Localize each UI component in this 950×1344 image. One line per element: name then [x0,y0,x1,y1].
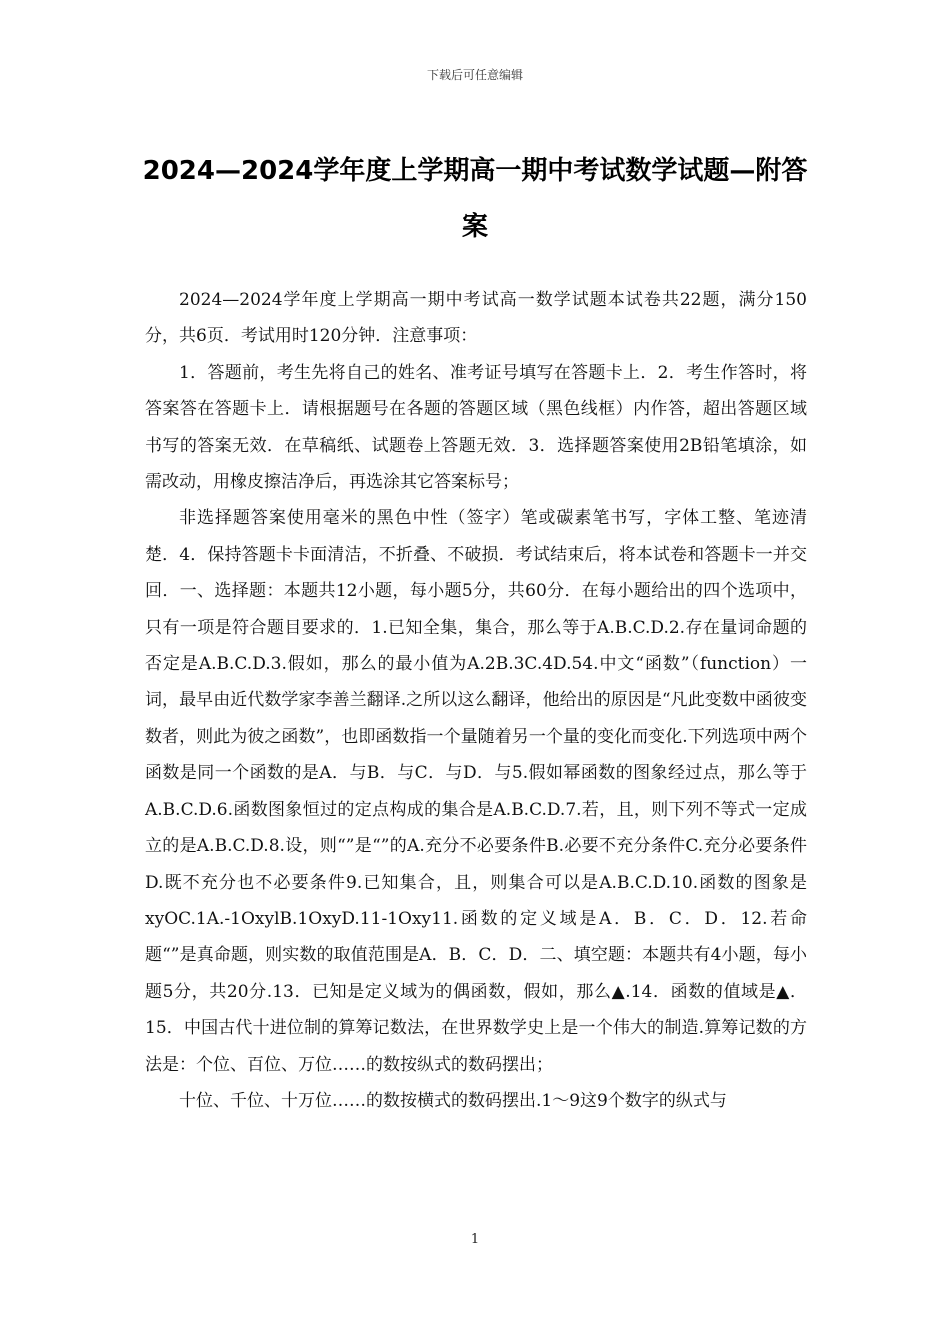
document-body [145,282,807,1119]
paragraph-continuation: 十位、千位、十万位……的数按横式的数码摆出.1～9这9个数字的纵式与 [179,1090,727,1111]
paragraph-questions: 非选择题答案使用毫米的黑色中性（签字）笔或碳素笔书写，字体工整、笔迹清楚．4．保持答题卡卡面清洁，不折叠、不破损．考试结束后，将本试卷和答题卡一并交回．一、选择题：本题共12小题，每小题5分，共60分．在每小题给出的四个选项中，只有一项是符合题目要求的．1.已知全集，集合，那么等于A.B.C.D.2.存在量词命题的否定是A.B.C.D.3.假如，那么的最小值为A.2B.3C.4D.54.中文“函数”（function）一词，最早由近代数学家李善兰翻译.之所以这么翻译，他给出的原因是“凡此变数中函彼变数者，则此为彼之函数”，也即函数指一个量随着另一个量的变化而变化.下列选项中两个函数是同一个函数的是A．与B．与C．与D．与5.假如幂函数的图象经过点，那么等于A.B.C.D.6.函数图象恒过的定点构成的集合是A.B.C.D.7.若，且，则下列不等式一定成立的是A.B.C.D.8.设，则“”是“”的A.充分不必要条件B.必要不充分条件C.充分必要条件D.既不充分也不必要条件9.已知集合，且，则集合可以是A.B.C.D.10.函数的图象是xyOC.1A.-1OxylB.1OxyD.11-1Oxy11.函数的定义域是A．B．C．D．12.若命题“”是真命题，则实数的取值范围是A．B．C．D．二、填空题：本题共有4小题，每小题5分，共20分.13．已知是定义域为的偶函数，假如，那么▲.14．函数的值域是▲．15．中国古代十进位制的算筹记数法，在世界数学史上是一个伟大的制造.算筹记数的方法是：个位、百位、万位……的数按纵式的数码摆出； [145,508,807,1075]
paragraph-instructions: 1．答题前，考生先将自己的姓名、准考证号填写在答题卡上．2．考生作答时，将答案答在答题卡上．请根据题号在各题的答题区域（黑色线框）内作答，超出答题区域书写的答案无效．在草稿纸、试题卷上答题无效．3．选择题答案使用2B铅笔填涂，如需改动，用橡皮擦洁净后，再选涂其它答案标号； [145,362,807,493]
paragraph-intro: 2024—2024学年度上学期高一期中考试高一数学试题本试卷共22题，满分150分，共6页．考试用时120分钟．注意事项： [145,290,807,347]
page-number: 1 [470,1232,480,1247]
document-title: 2024—2024学年度上学期高一期中考试数学试题—附答案 [142,156,808,242]
header-note: 下载后可任意编辑 [426,68,523,82]
